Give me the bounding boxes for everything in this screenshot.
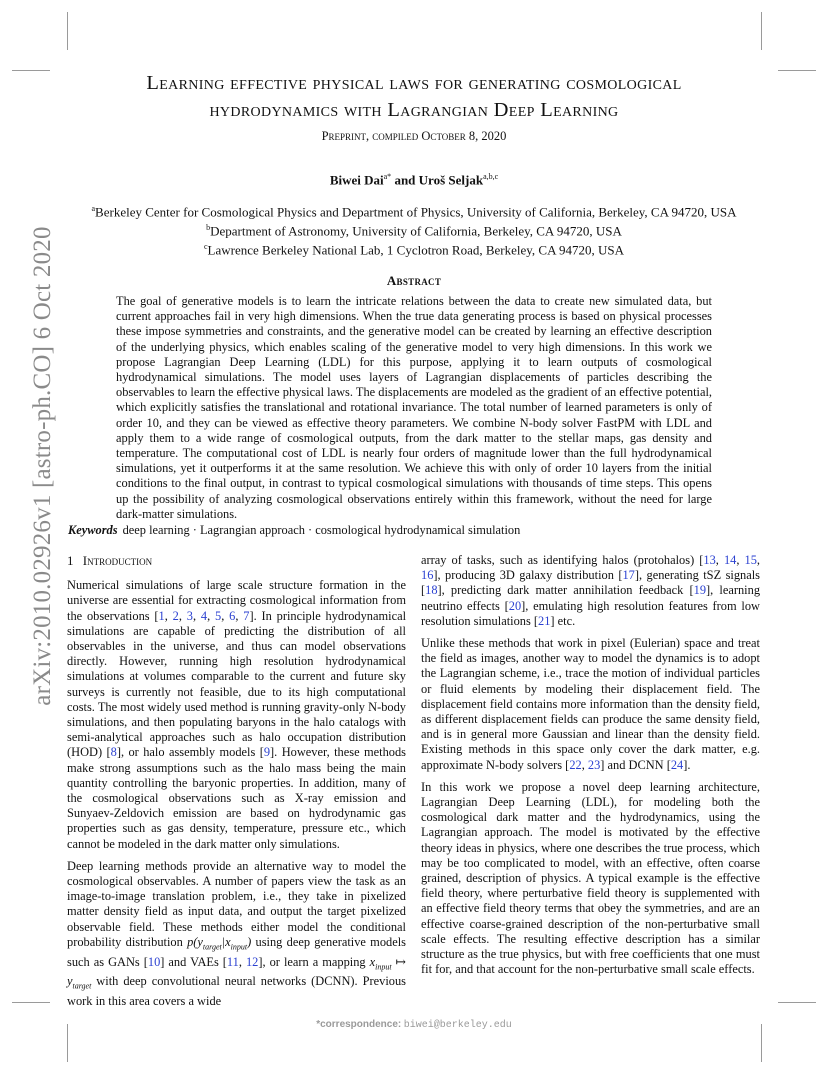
math-symbol: x <box>369 954 376 969</box>
math-subscript: target <box>72 981 92 991</box>
math-subscript: input <box>230 942 248 952</box>
affiliation-text: Department of Astronomy, University of California, Berkeley, CA 94720, USA <box>210 223 622 239</box>
author-line <box>0 172 828 188</box>
preprint-date: Preprint, compiled October 8, 2020 <box>321 129 507 143</box>
citation-link[interactable]: 11 <box>226 954 239 969</box>
affiliation-text: Berkeley Center for Cosmological Physics and Department of Physics, University of California, Berkeley, CA 94720, USA <box>95 204 737 220</box>
keywords-text: deep learning · Lagrangian approach · cosmological hydrodynamical simulation <box>122 523 521 537</box>
affiliations <box>0 201 828 257</box>
body-paragraph: array of tasks, such as identifying halos (protohalos) [13, 14, 15, 16], producing 3D galaxy distribution [17], generating tSZ signals [18], predicting dark matter annihilation feedback [19], learning neutrino effects [20], emulating high resolution features from low resolution simulations [21] etc. <box>421 553 761 628</box>
author-affiliation-mark: a,b,c <box>483 172 499 181</box>
author-name: Biwei Dai <box>329 172 384 188</box>
title-line-1: Learning effective physical laws for generating cosmological <box>146 72 682 94</box>
keywords-line <box>68 523 520 538</box>
citation-link[interactable]: 3 <box>186 608 193 623</box>
citation-link[interactable]: 19 <box>693 583 707 598</box>
citation-link[interactable]: 5 <box>215 608 222 623</box>
affiliation-mark: a <box>91 204 96 213</box>
abstract-heading: Abstract <box>386 273 442 288</box>
body-column-right <box>421 553 760 984</box>
author-affiliation-mark: a* <box>383 172 392 181</box>
crop-mark-top-left <box>67 12 68 50</box>
citation-link[interactable]: 1 <box>158 608 165 623</box>
citation-link[interactable]: 17 <box>622 568 635 583</box>
citation-link[interactable]: 7 <box>243 608 250 623</box>
citation-link[interactable]: 18 <box>425 583 438 598</box>
citation-link[interactable]: 13 <box>703 553 716 567</box>
body-paragraph: Numerical simulations of large scale structure formation in the universe are essential for extracting cosmological information from the observations [1, 2, 3, 4, 5, 6, 7]. In principle hydrodynamical simulations are capable of predicting the distribution of all observables in the universe, and thus can model observations directly. However, running high resolution hydrodynamical simulations at volumes comparable to the current and future sky surveys is currently not feasible, due to its high computational costs. The most widely used method is running gravity-only N-body simulations, and then populating baryons in the halo catalogs with semi-analytical approaches such as halo occupation distribution (HOD) [8], or halo assembly models [9]. However, these methods make strong assumptions such as the halo mass being the main quantity controlling the baryonic properties. In addition, many of the cosmological observations such as X-ray emission and Sunyaev-Zeldovich emission are based on hydrodynamic gas properties such as gas density, temperature, pressure etc., which cannot be modeled in the dark matter only simulations. <box>67 578 407 851</box>
crop-mark-right-lower <box>778 1002 816 1003</box>
math-symbol: ) <box>247 934 252 949</box>
citation-link[interactable]: 20 <box>508 598 522 613</box>
section-title: Introduction <box>82 553 153 568</box>
math-symbol: |x <box>221 934 231 949</box>
citation-link[interactable]: 23 <box>587 757 601 772</box>
body-paragraph: Deep learning methods provide an alternative way to model the cosmological observables. A number of papers view the task as an image-to-image translation problem, i.e., they take in pixelized matter density field as input data, and output the target pixelized observable field. These methods either model the conditional probability distribution $p(y_{target}|x_{input})$ using deep generative models such as GANs [10] and VAEs [11, 12], or learn a mapping $x_{input}$ ↦ $y_{target}$ with deep convolutional neural networks (DCNN). Previous work in this area covers a wide <box>67 858 406 1008</box>
citation-link[interactable]: 4 <box>200 608 208 623</box>
right-paragraphs <box>421 553 760 977</box>
section-heading <box>67 553 406 568</box>
author-name: Uroš Seljak <box>418 172 484 188</box>
affiliation-mark: c <box>203 241 208 251</box>
paper-title <box>0 70 828 124</box>
citation-link[interactable]: 9 <box>263 745 271 760</box>
crop-mark-left-lower <box>12 1002 50 1003</box>
math-symbol: p(y <box>187 934 203 949</box>
citation-link[interactable]: 21 <box>538 613 551 628</box>
math-subscript: target <box>202 942 222 952</box>
affiliation-line <box>0 201 828 220</box>
citation-link[interactable]: 2 <box>172 608 179 623</box>
citation-link[interactable]: 24 <box>670 757 684 772</box>
keywords-label: Keywords <box>68 523 118 537</box>
math-subscript: input <box>375 962 392 972</box>
citation-link[interactable]: 14 <box>723 553 737 567</box>
affiliation-line <box>0 239 828 258</box>
citation-link[interactable]: 6 <box>229 608 236 623</box>
arxiv-identifier: arXiv:2010.02926v1 [astro-ph.CO] 6 Oct 2020 <box>29 226 56 706</box>
correspondence-footnote <box>0 1019 828 1031</box>
affiliation-mark: b <box>206 222 211 232</box>
title-line-2: hydrodynamics with Lagrangian Deep Learning <box>209 99 619 121</box>
affiliation-line <box>0 220 828 239</box>
affiliation-text: Lawrence Berkeley National Lab, 1 Cyclotron Road, Berkeley, CA 94720, USA <box>207 241 625 257</box>
body-paragraph: Unlike these methods that work in pixel (Eulerian) space and treat the field as images, another way to model the dynamics is to adopt the Lagrangian scheme, i.e., trace the motion of individual particles or fluid elements by modeling their displacement field. The displacement field contains more information than the density field, as different displacement fields can produce the same density field, and is in general more Gaussian and linear than the density field. Existing methods in this space only cover the dark matter, e.g. approximate N-body solvers [22, 23] and DCNN [24]. <box>421 636 760 772</box>
citation-link[interactable]: 15 <box>744 553 757 567</box>
body-column-left <box>67 553 406 1016</box>
left-paragraphs <box>67 578 406 1009</box>
section-number: 1 <box>67 553 74 568</box>
footnote-email[interactable]: biwei@berkeley.edu <box>403 1020 512 1031</box>
footnote-label: *correspondence: <box>316 1019 402 1030</box>
citation-link[interactable]: 16 <box>421 568 434 583</box>
body-paragraph: In this work we propose a novel deep learning architecture, Lagrangian Deep Learning (LDL), for modeling both the cosmological dark matter and the hydrodynamics, using the Lagrangian approach. The model is motivated by the effective theory ideas in physics, where one describes the true process, which may be too complicated to model, with an effective, often coarse grained, description of physics. A typical example is the effective field theory, where perturbative field theory is supplemented with an effective field theory terms that obey the symmetries, and are an effective coarse-grained description of the non-perturbative small scale effects. The resulting effective description has a similar structure as the true physics, but with free coefficients that one must fit for, and that account for the non-perturbative small scale effects. <box>421 779 760 977</box>
citation-link[interactable]: 10 <box>147 954 161 969</box>
crop-mark-top-right <box>761 12 762 50</box>
citation-link[interactable]: 8 <box>110 745 117 760</box>
author-conjunction: and <box>394 172 416 188</box>
math-symbol: y <box>67 974 73 989</box>
abstract-text: The goal of generative models is to learn the intricate relations between the data to create new simulated data, but current approaches fail in very high dimensions. When the true data generating process is based on physical processes these impose symmetries and constraints, and the generative model can be created by learning an effective description of the underlying physics, which enables scaling of the generative model to very high dimensions. In this work we propose Lagrangian Deep Learning (LDL) for this purpose, applying it to learn outputs of cosmological hydrodynamical simulations. The model uses layers of Lagrangian displacements of particles describing the observables to learn the effective physical laws. The displacements are modeled as the gradient of an effective potential, which explicitly satisfies the translational and rotational invariance. The total number of learned parameters is only of order 10, and they can be viewed as effective theory parameters. We combine N-body solver FastPM with LDL and apply them to a wide range of cosmological outputs, from the dark matter to the stellar maps, gas density and temperature. The computational cost of LDL is nearly four orders of magnitude lower than the full hydrodynamical simulations, yet it outperforms it at the same resolution. We achieve this with only of order 10 layers from the initial conditions to the final output, in contrast to typical cosmological simulations with thousands of time steps. This opens up the possibility of analyzing cosmological observations entirely within this framework, without the need for large dark-matter simulations. <box>116 294 712 521</box>
citation-link[interactable]: 22 <box>569 757 582 772</box>
citation-link[interactable]: 12 <box>245 954 259 969</box>
